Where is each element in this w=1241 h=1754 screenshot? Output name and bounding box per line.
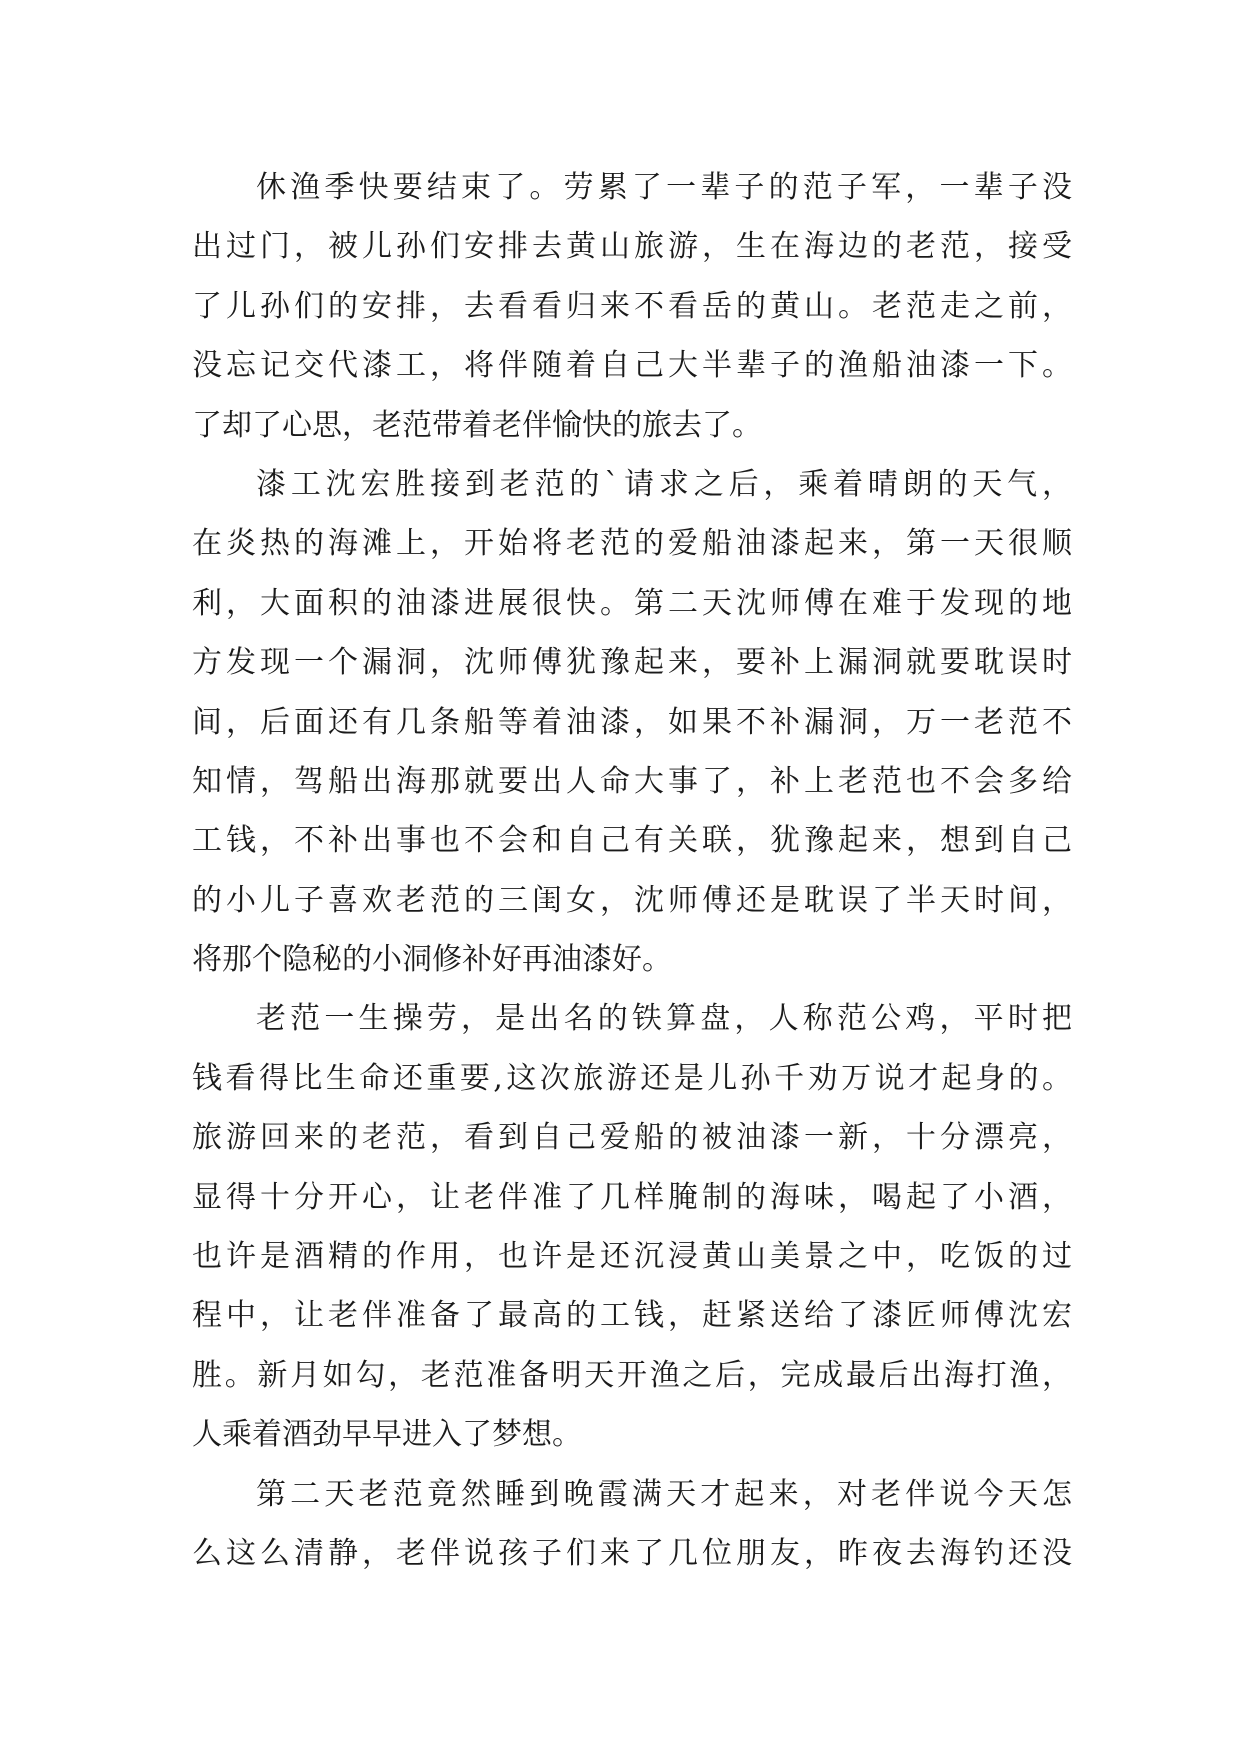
paragraph-3: [192, 989, 1072, 1464]
text-line: 的小儿子喜欢老范的三闺女，沈师傅还是耽误了半天时间，: [192, 882, 1072, 918]
text-line: 将那个隐秘的小洞修补好再油漆好。: [192, 942, 672, 978]
text-line: 老范一生操劳，是出名的铁算盘，人称范公鸡，平时把: [256, 1001, 1072, 1037]
paragraph-1: [192, 158, 1072, 455]
text-line: 休渔季快要结束了。劳累了一辈子的范子军，一辈子没: [256, 170, 1072, 205]
text-line: 利，大面积的油漆进展很快。第二天沈师傅在难于发现的地: [192, 585, 1072, 621]
text-line: 胜。新月如勾，老范准备明天开渔之后，完成最后出海打渔，: [192, 1357, 1072, 1393]
text-line: 钱看得比生命还重要,这次旅游还是儿孙千劝万说才起身的。: [192, 1060, 1072, 1096]
paragraph-2: [192, 455, 1072, 990]
article-body: [192, 158, 1072, 1583]
text-line: 旅游回来的老范，看到自己爱船的被油漆一新，十分漂亮，: [192, 1120, 1072, 1156]
text-line: 显得十分开心，让老伴准了几样腌制的海味，喝起了小酒，: [192, 1179, 1072, 1215]
text-line: 工钱，不补出事也不会和自己有关联，犹豫起来，想到自己: [192, 823, 1072, 859]
text-line: 么这么清静，老伴说孩子们来了几位朋友，昨夜去海钓还没: [192, 1535, 1072, 1571]
text-line: 也许是酒精的作用，也许是还沉浸黄山美景之中，吃饭的过: [192, 1239, 1072, 1275]
text-line: 间，后面还有几条船等着油漆，如果不补漏洞，万一老范不: [192, 704, 1072, 740]
text-line: 了却了心思，老范带着老伴愉快的旅去了。: [192, 407, 762, 443]
text-line: 第二天老范竟然睡到晚霞满天才起来，对老伴说今天怎: [256, 1476, 1072, 1512]
text-line: 方发现一个漏洞，沈师傅犹豫起来，要补上漏洞就要耽误时: [192, 645, 1072, 681]
text-line: 知情，驾船出海那就要出人命大事了，补上老范也不会多给: [192, 763, 1072, 799]
text-line: 漆工沈宏胜接到老范的`请求之后，乘着晴朗的天气，: [256, 466, 1072, 502]
text-line: 没忘记交代漆工，将伴随着自己大半辈子的渔船油漆一下。: [192, 348, 1072, 384]
paragraph-4: [192, 1465, 1072, 1584]
text-line: 人乘着酒劲早早进入了梦想。: [192, 1417, 582, 1453]
text-line: 了儿孙们的安排，去看看归来不看岳的黄山。老范走之前，: [192, 288, 1072, 324]
text-line: 在炎热的海滩上，开始将老范的爱船油漆起来，第一天很顺: [192, 526, 1072, 562]
text-line: 出过门，被儿孙们安排去黄山旅游，生在海边的老范，接受: [192, 229, 1072, 265]
text-line: 程中，让老伴准备了最高的工钱，赶紧送给了漆匠师傅沈宏: [192, 1298, 1072, 1334]
